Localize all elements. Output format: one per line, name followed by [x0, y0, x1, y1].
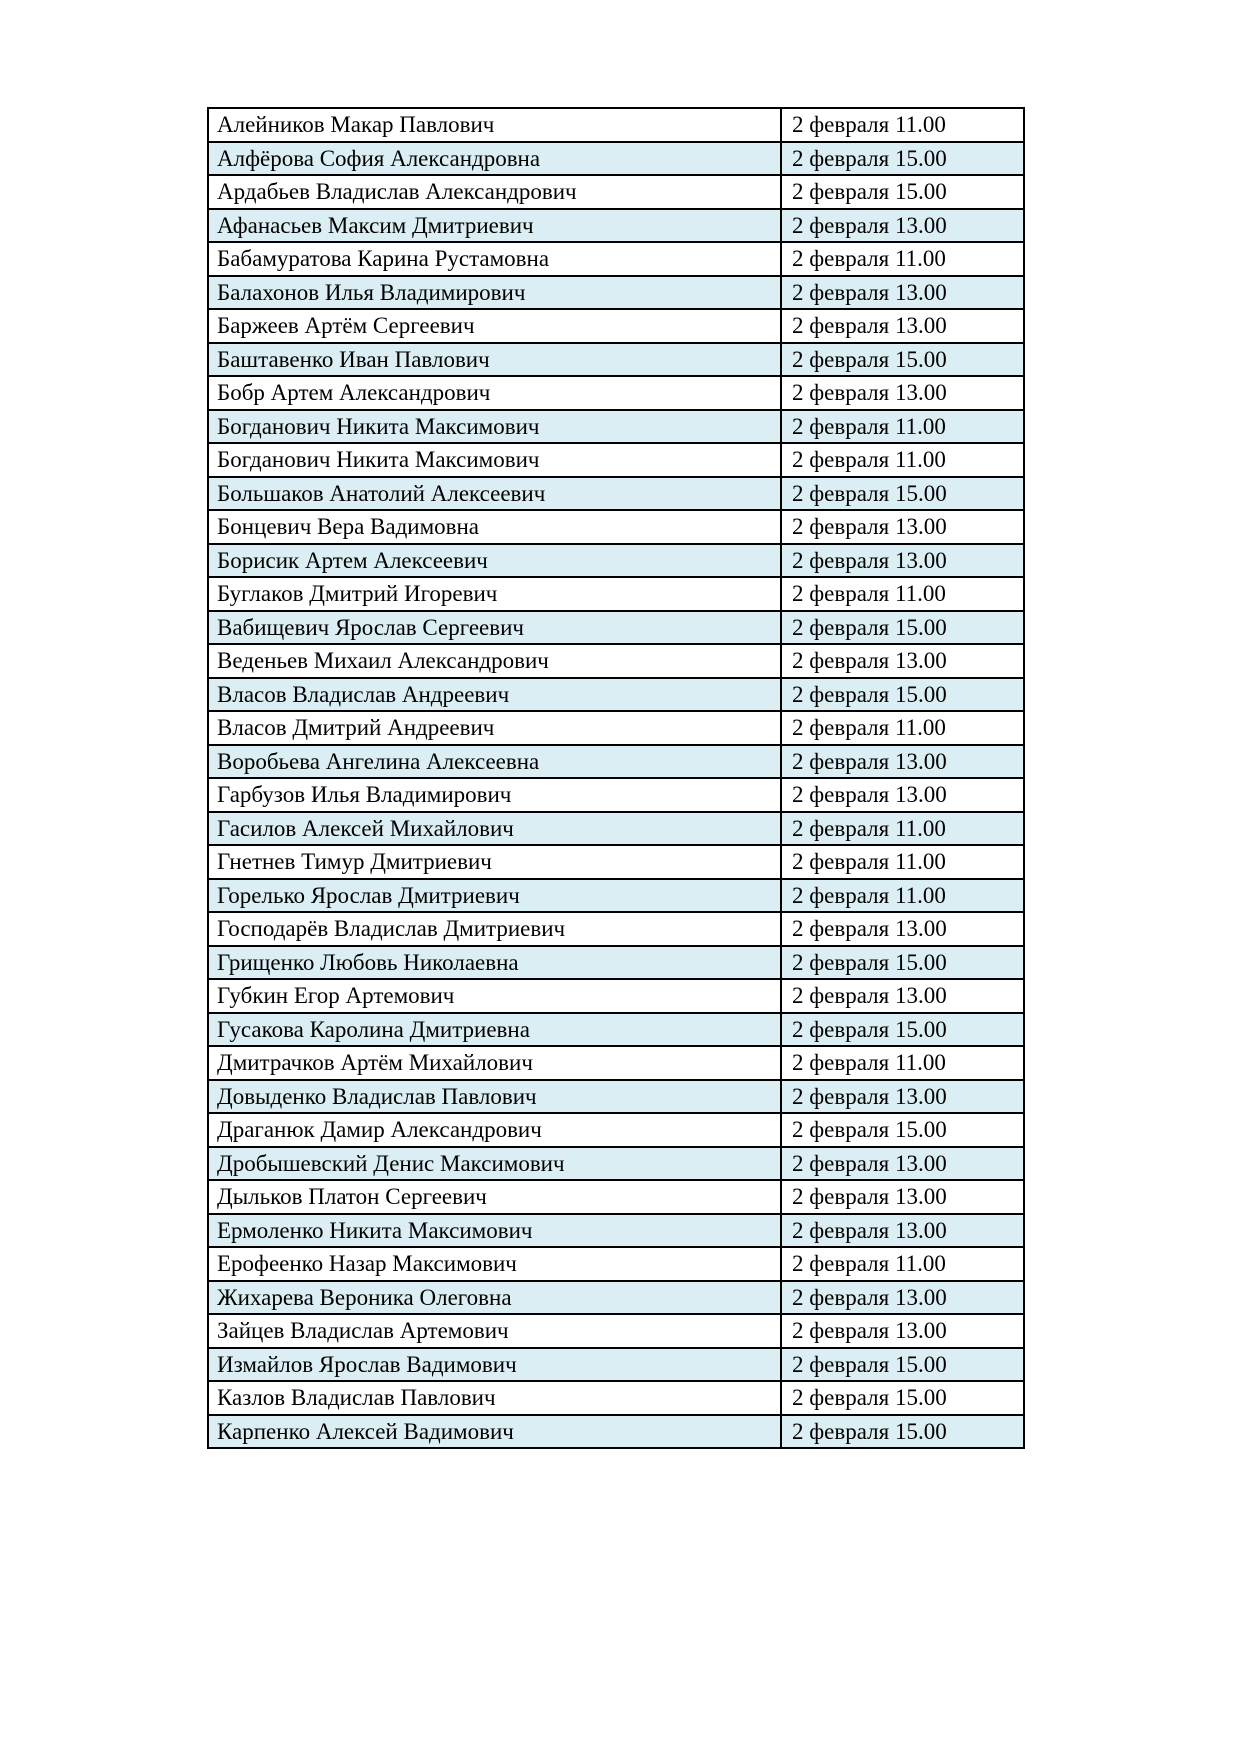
student-name: Дробышевский Денис Максимович — [208, 1147, 781, 1181]
student-name: Бонцевич Вера Вадимовна — [208, 510, 781, 544]
table-row — [208, 946, 1024, 980]
table-row — [208, 1348, 1024, 1382]
exam-datetime: 2 февраля 13.00 — [781, 1147, 1024, 1181]
exam-datetime: 2 февраля 13.00 — [781, 644, 1024, 678]
table-row — [208, 845, 1024, 879]
table-row — [208, 1314, 1024, 1348]
student-name: Баржеев Артём Сергеевич — [208, 309, 781, 343]
exam-datetime: 2 февраля 13.00 — [781, 544, 1024, 578]
exam-datetime: 2 февраля 13.00 — [781, 276, 1024, 310]
exam-datetime: 2 февраля 13.00 — [781, 376, 1024, 410]
exam-datetime: 2 февраля 11.00 — [781, 1046, 1024, 1080]
table-row — [208, 711, 1024, 745]
table-row — [208, 1381, 1024, 1415]
exam-datetime: 2 февраля 13.00 — [781, 979, 1024, 1013]
exam-datetime: 2 февраля 13.00 — [781, 1214, 1024, 1248]
table-row — [208, 1247, 1024, 1281]
exam-datetime: 2 февраля 15.00 — [781, 1415, 1024, 1449]
student-name: Борисик Артем Алексеевич — [208, 544, 781, 578]
exam-datetime: 2 февраля 13.00 — [781, 1180, 1024, 1214]
student-name: Зайцев Владислав Артемович — [208, 1314, 781, 1348]
exam-datetime: 2 февраля 11.00 — [781, 1247, 1024, 1281]
student-name: Ардабьев Владислав Александрович — [208, 175, 781, 209]
student-name: Грищенко Любовь Николаевна — [208, 946, 781, 980]
exam-datetime: 2 февраля 11.00 — [781, 711, 1024, 745]
table-row — [208, 309, 1024, 343]
table-row — [208, 1180, 1024, 1214]
table-row — [208, 276, 1024, 310]
student-name: Казлов Владислав Павлович — [208, 1381, 781, 1415]
exam-datetime: 2 февраля 11.00 — [781, 443, 1024, 477]
table-row — [208, 678, 1024, 712]
student-name: Ерофеенко Назар Максимович — [208, 1247, 781, 1281]
student-name: Власов Владислав Андреевич — [208, 678, 781, 712]
student-name: Гнетнев Тимур Дмитриевич — [208, 845, 781, 879]
table-row — [208, 1046, 1024, 1080]
table-row — [208, 979, 1024, 1013]
exam-datetime: 2 февраля 13.00 — [781, 309, 1024, 343]
table-row — [208, 1013, 1024, 1047]
table-row — [208, 175, 1024, 209]
student-name: Горелько Ярослав Дмитриевич — [208, 879, 781, 913]
exam-datetime: 2 февраля 15.00 — [781, 477, 1024, 511]
student-name: Жихарева Вероника Олеговна — [208, 1281, 781, 1315]
student-name: Ермоленко Никита Максимович — [208, 1214, 781, 1248]
table-row — [208, 1113, 1024, 1147]
table-row — [208, 343, 1024, 377]
table-row — [208, 812, 1024, 846]
table-row — [208, 1415, 1024, 1449]
table-row — [208, 142, 1024, 176]
table-row — [208, 1080, 1024, 1114]
table-row — [208, 477, 1024, 511]
table-row — [208, 912, 1024, 946]
student-name: Афанасьев Максим Дмитриевич — [208, 209, 781, 243]
exam-datetime: 2 февраля 13.00 — [781, 1281, 1024, 1315]
exam-datetime: 2 февраля 15.00 — [781, 611, 1024, 645]
exam-datetime: 2 февраля 11.00 — [781, 879, 1024, 913]
exam-datetime: 2 февраля 15.00 — [781, 1013, 1024, 1047]
exam-datetime: 2 февраля 11.00 — [781, 242, 1024, 276]
student-name: Гасилов Алексей Михайлович — [208, 812, 781, 846]
table-row — [208, 410, 1024, 444]
exam-datetime: 2 февраля 11.00 — [781, 845, 1024, 879]
exam-datetime: 2 февраля 11.00 — [781, 410, 1024, 444]
exam-datetime: 2 февраля 13.00 — [781, 510, 1024, 544]
student-name: Бабамуратова Карина Рустамовна — [208, 242, 781, 276]
student-name: Богданович Никита Максимович — [208, 443, 781, 477]
student-name: Дмитрачков Артём Михайлович — [208, 1046, 781, 1080]
exam-datetime: 2 февраля 11.00 — [781, 577, 1024, 611]
table-row — [208, 376, 1024, 410]
student-name: Губкин Егор Артемович — [208, 979, 781, 1013]
student-name: Довыденко Владислав Павлович — [208, 1080, 781, 1114]
table-row — [208, 778, 1024, 812]
exam-datetime: 2 февраля 13.00 — [781, 209, 1024, 243]
exam-datetime: 2 февраля 11.00 — [781, 108, 1024, 142]
table-row — [208, 1214, 1024, 1248]
student-name: Власов Дмитрий Андреевич — [208, 711, 781, 745]
table-row — [208, 510, 1024, 544]
student-name: Господарёв Владислав Дмитриевич — [208, 912, 781, 946]
student-name: Драганюк Дамир Александрович — [208, 1113, 781, 1147]
student-name: Гусакова Каролина Дмитриевна — [208, 1013, 781, 1047]
student-name: Буглаков Дмитрий Игоревич — [208, 577, 781, 611]
student-name: Баштавенко Иван Павлович — [208, 343, 781, 377]
exam-datetime: 2 февраля 15.00 — [781, 946, 1024, 980]
table-row — [208, 577, 1024, 611]
table-row — [208, 1281, 1024, 1315]
exam-datetime: 2 февраля 15.00 — [781, 1381, 1024, 1415]
table-row — [208, 644, 1024, 678]
student-name: Веденьев Михаил Александрович — [208, 644, 781, 678]
exam-datetime: 2 февраля 13.00 — [781, 1314, 1024, 1348]
table-row — [208, 611, 1024, 645]
table-row — [208, 879, 1024, 913]
exam-datetime: 2 февраля 15.00 — [781, 343, 1024, 377]
student-name: Вабищевич Ярослав Сергеевич — [208, 611, 781, 645]
student-name: Бобр Артем Александрович — [208, 376, 781, 410]
exam-datetime: 2 февраля 13.00 — [781, 745, 1024, 779]
student-name: Измайлов Ярослав Вадимович — [208, 1348, 781, 1382]
student-name: Гарбузов Илья Владимирович — [208, 778, 781, 812]
student-name: Богданович Никита Максимович — [208, 410, 781, 444]
exam-datetime: 2 февраля 13.00 — [781, 1080, 1024, 1114]
student-name: Карпенко Алексей Вадимович — [208, 1415, 781, 1449]
table-row — [208, 544, 1024, 578]
exam-datetime: 2 февраля 15.00 — [781, 1113, 1024, 1147]
exam-datetime: 2 февраля 13.00 — [781, 778, 1024, 812]
exam-datetime: 2 февраля 15.00 — [781, 142, 1024, 176]
student-name: Дыльков Платон Сергеевич — [208, 1180, 781, 1214]
student-name: Алфёрова София Александровна — [208, 142, 781, 176]
exam-datetime: 2 февраля 15.00 — [781, 175, 1024, 209]
exam-datetime: 2 февраля 15.00 — [781, 1348, 1024, 1382]
table-row — [208, 443, 1024, 477]
exam-datetime: 2 февраля 11.00 — [781, 812, 1024, 846]
exam-datetime: 2 февраля 13.00 — [781, 912, 1024, 946]
exam-datetime: 2 февраля 15.00 — [781, 678, 1024, 712]
table-row — [208, 1147, 1024, 1181]
student-name: Большаков Анатолий Алексеевич — [208, 477, 781, 511]
schedule-table-body — [208, 108, 1024, 1448]
exam-schedule-table — [207, 107, 1025, 1449]
student-name: Воробьева Ангелина Алексеевна — [208, 745, 781, 779]
table-row — [208, 745, 1024, 779]
table-row — [208, 242, 1024, 276]
student-name: Балахонов Илья Владимирович — [208, 276, 781, 310]
table-row — [208, 209, 1024, 243]
student-name: Алейников Макар Павлович — [208, 108, 781, 142]
table-row — [208, 108, 1024, 142]
